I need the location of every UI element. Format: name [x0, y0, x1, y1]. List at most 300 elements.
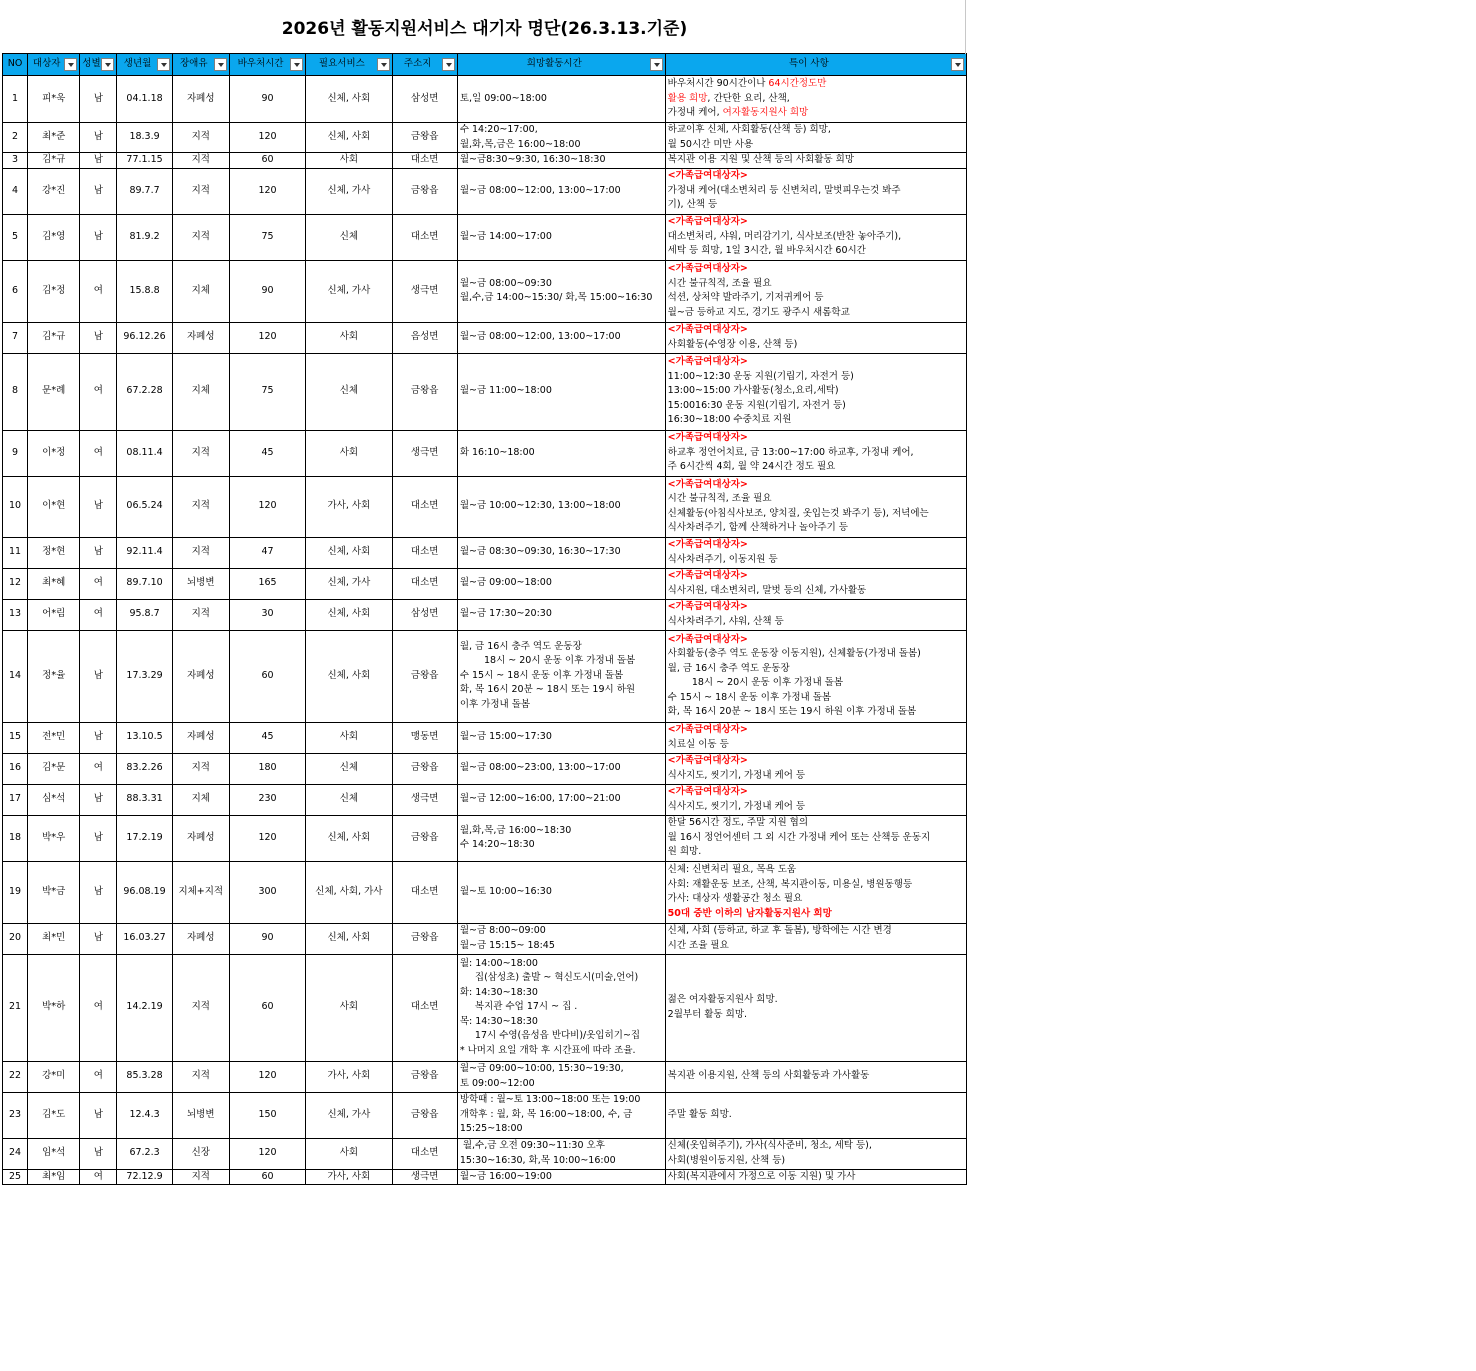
- voucher-hours-cell[interactable]: 60: [229, 630, 305, 722]
- voucher-hours-cell[interactable]: 300: [229, 861, 305, 923]
- voucher-hours-cell[interactable]: 30: [229, 599, 305, 630]
- voucher-hours-cell[interactable]: 60: [229, 153, 305, 169]
- filter-dropdown-icon[interactable]: [214, 58, 227, 71]
- person-name[interactable]: 박*하: [28, 954, 80, 1061]
- sex-cell[interactable]: 여: [80, 753, 117, 784]
- header-label: 바우처시간: [237, 58, 284, 70]
- notes-cell[interactable]: [665, 1138, 966, 1169]
- desired-time-cell[interactable]: 월~금 08:00~12:00, 13:00~17:00: [457, 322, 665, 353]
- sex-cell[interactable]: 남: [80, 168, 117, 214]
- sex-cell[interactable]: 남: [80, 722, 117, 753]
- desired-time-cell[interactable]: 월,수,금 오전 09:30~11:30 오후 15:30~16:30, 화,목 10:00~16:00: [457, 1138, 665, 1169]
- service-cell[interactable]: 신체, 사회: [306, 923, 392, 954]
- note-text: 기), 산책 등: [667, 199, 718, 211]
- birth-cell[interactable]: 15.8.8: [117, 260, 172, 322]
- voucher-hours-cell[interactable]: 150: [229, 1092, 305, 1138]
- sex-cell[interactable]: 남: [80, 322, 117, 353]
- disability-cell[interactable]: 신장: [172, 1138, 229, 1169]
- sex-cell[interactable]: 남: [80, 153, 117, 169]
- address-cell[interactable]: 생극면: [392, 430, 457, 476]
- notes-line: [668, 662, 964, 677]
- birth-cell[interactable]: 16.03.27: [117, 923, 172, 954]
- disability-cell[interactable]: 자폐성: [172, 815, 229, 861]
- highlighted-note-text: <가족급여대상자>: [667, 570, 748, 581]
- notes-line: [668, 399, 964, 414]
- notes-line: [668, 169, 964, 184]
- filter-dropdown-icon[interactable]: [64, 58, 77, 71]
- row-number[interactable]: 18: [3, 815, 28, 861]
- birth-cell[interactable]: 04.1.18: [117, 76, 172, 123]
- voucher-hours-cell[interactable]: 45: [229, 722, 305, 753]
- service-cell[interactable]: 신체, 가사: [306, 568, 392, 599]
- row-number[interactable]: 12: [3, 568, 28, 599]
- service-cell[interactable]: 신체, 가사: [306, 260, 392, 322]
- sex-cell[interactable]: 남: [80, 784, 117, 815]
- row-number[interactable]: 15: [3, 722, 28, 753]
- birth-cell[interactable]: 17.2.19: [117, 815, 172, 861]
- sex-cell[interactable]: 남: [80, 630, 117, 722]
- notes-line: [668, 738, 964, 753]
- notes-line: [668, 460, 964, 475]
- voucher-hours-cell[interactable]: 120: [229, 815, 305, 861]
- voucher-hours-cell[interactable]: 120: [229, 1061, 305, 1092]
- row-number[interactable]: 21: [3, 954, 28, 1061]
- person-name[interactable]: 정*율: [28, 630, 80, 722]
- address-cell[interactable]: 삼성면: [392, 76, 457, 123]
- notes-cell[interactable]: [665, 568, 966, 599]
- row-number[interactable]: 13: [3, 599, 28, 630]
- desired-time-cell[interactable]: 월, 금 16시 충주 역도 운동장 18시 ~ 20시 운동 이후 가정내 돌봄 수 15시 ~ 18시 운동 이후 가정내 돌봄 화, 목 16시 20분 ~ 18시 또는 19시 하원 이후 가정내 돌봄: [457, 630, 665, 722]
- person-name[interactable]: 강*미: [28, 1061, 80, 1092]
- service-cell[interactable]: 사회: [306, 954, 392, 1061]
- table-row: [3, 168, 967, 214]
- birth-cell[interactable]: 67.2.28: [117, 353, 172, 430]
- voucher-hours-cell[interactable]: 165: [229, 568, 305, 599]
- row-number[interactable]: 25: [3, 1169, 28, 1185]
- header-label: 주소지: [403, 58, 432, 70]
- disability-cell[interactable]: 자폐성: [172, 923, 229, 954]
- row-number[interactable]: 8: [3, 353, 28, 430]
- disability-cell[interactable]: 지적: [172, 1169, 229, 1185]
- row-number[interactable]: 4: [3, 168, 28, 214]
- address-cell[interactable]: 금왕읍: [392, 815, 457, 861]
- sex-cell[interactable]: 남: [80, 815, 117, 861]
- note-text: 세탁 등 희망, 1일 3시간, 월 바우처시간 60시간: [667, 245, 866, 257]
- filter-dropdown-icon[interactable]: [101, 58, 114, 71]
- service-cell[interactable]: 신체, 사회: [306, 599, 392, 630]
- voucher-hours-cell[interactable]: 230: [229, 784, 305, 815]
- row-number[interactable]: 1: [3, 76, 28, 123]
- notes-cell[interactable]: [665, 815, 966, 861]
- sex-cell[interactable]: 여: [80, 954, 117, 1061]
- notes-cell[interactable]: [665, 954, 966, 1061]
- table-row: [3, 954, 967, 1061]
- filter-dropdown-icon[interactable]: [377, 58, 390, 71]
- filter-dropdown-icon[interactable]: [290, 58, 303, 71]
- person-name[interactable]: 임*석: [28, 1138, 80, 1169]
- address-cell[interactable]: 금왕읍: [392, 923, 457, 954]
- filter-dropdown-icon[interactable]: [442, 58, 455, 71]
- address-cell[interactable]: 금왕읍: [392, 753, 457, 784]
- note-text: 식사지도, 씻기기, 가정내 케어 등: [667, 769, 806, 781]
- address-cell[interactable]: 금왕읍: [392, 630, 457, 722]
- person-name[interactable]: 최*혜: [28, 568, 80, 599]
- person-name[interactable]: 정*현: [28, 537, 80, 568]
- person-name[interactable]: 이*정: [28, 430, 80, 476]
- highlighted-note-text: 여자활동지원사 희망: [722, 107, 809, 119]
- notes-cell[interactable]: [665, 753, 966, 784]
- birth-cell[interactable]: 81.9.2: [117, 214, 172, 260]
- birth-cell[interactable]: 92.11.4: [117, 537, 172, 568]
- service-cell[interactable]: 신체: [306, 753, 392, 784]
- desired-time-cell[interactable]: 수 14:20~17:00, 월,화,목,금은 16:00~18:00: [457, 123, 665, 153]
- address-cell[interactable]: 대소면: [392, 568, 457, 599]
- desired-time-cell[interactable]: 월~금 17:30~20:30: [457, 599, 665, 630]
- desired-time-cell[interactable]: 토,일 09:00~18:00: [457, 76, 665, 123]
- birth-cell[interactable]: 67.2.3: [117, 1138, 172, 1169]
- table-row: [3, 353, 967, 430]
- service-cell[interactable]: 신체, 사회: [306, 537, 392, 568]
- address-cell[interactable]: 금왕읍: [392, 353, 457, 430]
- address-cell[interactable]: 대소면: [392, 1138, 457, 1169]
- birth-cell[interactable]: 77.1.15: [117, 153, 172, 169]
- disability-cell[interactable]: 지적: [172, 954, 229, 1061]
- birth-cell[interactable]: 85.3.28: [117, 1061, 172, 1092]
- birth-cell[interactable]: 89.7.7: [117, 168, 172, 214]
- sex-cell[interactable]: 여: [80, 260, 117, 322]
- table-row: [3, 153, 967, 169]
- sex-cell[interactable]: 남: [80, 537, 117, 568]
- person-name[interactable]: 김*정: [28, 260, 80, 322]
- table-row: [3, 476, 967, 537]
- desired-time-cell[interactable]: 월~금 09:00~18:00: [457, 568, 665, 599]
- disability-cell[interactable]: 자폐성: [172, 630, 229, 722]
- voucher-hours-cell[interactable]: 75: [229, 214, 305, 260]
- voucher-hours-cell[interactable]: 90: [229, 923, 305, 954]
- notes-cell[interactable]: [665, 214, 966, 260]
- sex-cell[interactable]: 여: [80, 1169, 117, 1185]
- row-number[interactable]: 22: [3, 1061, 28, 1092]
- note-text: 석션, 상처약 발라주기, 기저귀케어 등: [667, 292, 824, 303]
- row-number[interactable]: 6: [3, 260, 28, 322]
- desired-time-cell[interactable]: 월~금 08:30~09:30, 16:30~17:30: [457, 537, 665, 568]
- disability-cell[interactable]: 지적: [172, 168, 229, 214]
- notes-cell[interactable]: [665, 430, 966, 476]
- desired-time-cell[interactable]: 월~토 10:00~16:30: [457, 861, 665, 923]
- notes-cell[interactable]: [665, 630, 966, 722]
- notes-cell[interactable]: [665, 353, 966, 430]
- row-number[interactable]: 7: [3, 322, 28, 353]
- address-cell[interactable]: 대소면: [392, 214, 457, 260]
- service-cell[interactable]: 신체, 가사: [306, 168, 392, 214]
- row-number[interactable]: 2: [3, 123, 28, 153]
- disability-cell[interactable]: 지적: [172, 153, 229, 169]
- address-cell[interactable]: 음성면: [392, 322, 457, 353]
- birth-cell[interactable]: 88.3.31: [117, 784, 172, 815]
- notes-line: [668, 123, 964, 138]
- voucher-hours-cell[interactable]: 120: [229, 168, 305, 214]
- service-cell[interactable]: 가사, 사회: [306, 476, 392, 537]
- row-number[interactable]: 19: [3, 861, 28, 923]
- row-number[interactable]: 24: [3, 1138, 28, 1169]
- address-cell[interactable]: 생극면: [392, 1169, 457, 1185]
- voucher-hours-cell[interactable]: 180: [229, 753, 305, 784]
- disability-cell[interactable]: 지적: [172, 214, 229, 260]
- desired-time-cell[interactable]: 월~금8:30~9:30, 16:30~18:30: [457, 153, 665, 169]
- disability-cell[interactable]: 지체: [172, 260, 229, 322]
- address-cell[interactable]: 대소면: [392, 476, 457, 537]
- notes-line: [668, 384, 964, 399]
- voucher-hours-cell[interactable]: 120: [229, 322, 305, 353]
- service-cell[interactable]: 가사, 사회: [306, 1061, 392, 1092]
- sex-cell[interactable]: 남: [80, 214, 117, 260]
- notes-cell[interactable]: [665, 722, 966, 753]
- voucher-hours-cell[interactable]: 90: [229, 260, 305, 322]
- spreadsheet: [2, 0, 967, 1182]
- highlighted-note-text: <가족급여대상자>: [667, 786, 748, 797]
- desired-time-cell[interactable]: 월~금 16:00~19:00: [457, 1169, 665, 1185]
- row-number[interactable]: 9: [3, 430, 28, 476]
- disability-cell[interactable]: 자폐성: [172, 322, 229, 353]
- birth-cell[interactable]: 83.2.26: [117, 753, 172, 784]
- voucher-hours-cell[interactable]: 120: [229, 123, 305, 153]
- sex-cell[interactable]: 남: [80, 76, 117, 123]
- birth-cell[interactable]: 96.12.26: [117, 322, 172, 353]
- desired-time-cell[interactable]: 월~금 08:00~09:30 월,수,금 14:00~15:30/ 화,목 15:00~16:30: [457, 260, 665, 322]
- person-name[interactable]: 김*규: [28, 322, 80, 353]
- person-name[interactable]: 박*우: [28, 815, 80, 861]
- disability-cell[interactable]: 지적: [172, 599, 229, 630]
- birth-cell[interactable]: 95.8.7: [117, 599, 172, 630]
- address-cell[interactable]: 금왕읍: [392, 168, 457, 214]
- note-text: 가정내 케어,: [667, 107, 723, 119]
- service-cell[interactable]: 가사, 사회: [306, 1169, 392, 1185]
- person-name[interactable]: 김*규: [28, 153, 80, 169]
- person-name[interactable]: 김*도: [28, 1092, 80, 1138]
- disability-cell[interactable]: 지체: [172, 784, 229, 815]
- desired-time-cell[interactable]: 월~금 09:00~10:00, 15:30~19:30, 토 09:00~12:00: [457, 1061, 665, 1092]
- notes-cell[interactable]: [665, 537, 966, 568]
- sex-cell[interactable]: 여: [80, 430, 117, 476]
- note-text: 시간 조율 필요: [667, 939, 729, 951]
- voucher-hours-cell[interactable]: 120: [229, 476, 305, 537]
- disability-cell[interactable]: 자폐성: [172, 722, 229, 753]
- sex-cell[interactable]: 여: [80, 599, 117, 630]
- birth-cell[interactable]: 08.11.4: [117, 430, 172, 476]
- birth-cell[interactable]: 12.4.3: [117, 1092, 172, 1138]
- notes-cell[interactable]: [665, 599, 966, 630]
- address-cell[interactable]: 대소면: [392, 861, 457, 923]
- note-text: 월 16시 정언어센터 그 외 시간 가정내 케어 또는 산책등 운동지: [667, 831, 931, 843]
- sex-cell[interactable]: 남: [80, 923, 117, 954]
- service-cell[interactable]: 신체: [306, 784, 392, 815]
- address-cell[interactable]: 생극면: [392, 784, 457, 815]
- disability-cell[interactable]: 지적: [172, 537, 229, 568]
- service-cell[interactable]: 신체, 사회: [306, 630, 392, 722]
- desired-time-cell[interactable]: 월~금 11:00~18:00: [457, 353, 665, 430]
- notes-line: [668, 691, 964, 706]
- birth-cell[interactable]: 72.12.9: [117, 1169, 172, 1185]
- row-number[interactable]: 10: [3, 476, 28, 537]
- address-cell[interactable]: 생극면: [392, 260, 457, 322]
- person-name[interactable]: 피*욱: [28, 76, 80, 123]
- desired-time-cell[interactable]: 월,화,목,금 16:00~18:30 수 14:20~18:30: [457, 815, 665, 861]
- notes-cell[interactable]: [665, 476, 966, 537]
- sex-cell[interactable]: 남: [80, 476, 117, 537]
- notes-cell[interactable]: [665, 322, 966, 353]
- disability-cell[interactable]: 지적: [172, 476, 229, 537]
- sex-cell[interactable]: 남: [80, 861, 117, 923]
- service-cell[interactable]: 사회: [306, 722, 392, 753]
- disability-cell[interactable]: 지적: [172, 753, 229, 784]
- address-cell[interactable]: 맹동면: [392, 722, 457, 753]
- row-number[interactable]: 11: [3, 537, 28, 568]
- notes-line: [668, 584, 964, 599]
- disability-cell[interactable]: 뇌병변: [172, 568, 229, 599]
- disability-cell[interactable]: 뇌병변: [172, 1092, 229, 1138]
- service-cell[interactable]: 신체, 가사: [306, 1092, 392, 1138]
- notes-cell[interactable]: [665, 153, 966, 169]
- disability-cell[interactable]: 지적: [172, 123, 229, 153]
- header-voucher: [229, 54, 305, 76]
- notes-cell[interactable]: [665, 168, 966, 214]
- note-text: 사회(병원이동지원, 산책 등): [667, 1154, 786, 1166]
- notes-line: [668, 647, 964, 662]
- desired-time-cell[interactable]: 월: 14:00~18:00 집(삼성초) 출발 ~ 혁신도시(미술,언어) 화: 14:30~18:30 복지관 수업 17시 ~ 집 . 목: 14:30~18:30 17시 수영(음성읍 반다비)/옷입히기~집 * 나머지 요일 개학 후 시간표에 따라 조율.: [457, 954, 665, 1061]
- table-row: [3, 430, 967, 476]
- service-cell[interactable]: 사회: [306, 322, 392, 353]
- disability-cell[interactable]: 자폐성: [172, 76, 229, 123]
- notes-cell[interactable]: [665, 784, 966, 815]
- voucher-hours-cell[interactable]: 45: [229, 430, 305, 476]
- birth-cell[interactable]: 14.2.19: [117, 954, 172, 1061]
- desired-time-cell[interactable]: 월~금 08:00~23:00, 13:00~17:00: [457, 753, 665, 784]
- disability-cell[interactable]: 지체: [172, 353, 229, 430]
- notes-cell[interactable]: [665, 1169, 966, 1185]
- service-cell[interactable]: 사회: [306, 153, 392, 169]
- desired-time-cell[interactable]: 월~금 10:00~12:30, 13:00~18:00: [457, 476, 665, 537]
- birth-cell[interactable]: 06.5.24: [117, 476, 172, 537]
- disability-cell[interactable]: 지적: [172, 430, 229, 476]
- address-cell[interactable]: 대소면: [392, 537, 457, 568]
- voucher-hours-cell[interactable]: 47: [229, 537, 305, 568]
- desired-time-cell[interactable]: 월~금 14:00~17:00: [457, 214, 665, 260]
- desired-time-cell[interactable]: 월~금 15:00~17:30: [457, 722, 665, 753]
- voucher-hours-cell[interactable]: 120: [229, 1138, 305, 1169]
- person-name[interactable]: 이*현: [28, 476, 80, 537]
- birth-cell[interactable]: 96.08.19: [117, 861, 172, 923]
- address-cell[interactable]: 금왕읍: [392, 123, 457, 153]
- notes-cell[interactable]: [665, 923, 966, 954]
- voucher-hours-cell[interactable]: 90: [229, 76, 305, 123]
- sex-cell[interactable]: 여: [80, 1061, 117, 1092]
- row-number[interactable]: 16: [3, 753, 28, 784]
- birth-cell[interactable]: 89.7.10: [117, 568, 172, 599]
- header-birth: [117, 54, 172, 76]
- address-cell[interactable]: 금왕읍: [392, 1092, 457, 1138]
- person-name[interactable]: 심*석: [28, 784, 80, 815]
- birth-cell[interactable]: 13.10.5: [117, 722, 172, 753]
- note-text: 사회(복지관에서 가정으로 이동 지원) 및 가사: [667, 1170, 856, 1182]
- person-name[interactable]: 최*민: [28, 923, 80, 954]
- sex-cell[interactable]: 남: [80, 1092, 117, 1138]
- sex-cell[interactable]: 남: [80, 1138, 117, 1169]
- desired-time-cell[interactable]: 월~금 12:00~16:00, 17:00~21:00: [457, 784, 665, 815]
- service-cell[interactable]: 신체, 사회: [306, 76, 392, 123]
- desired-time-cell[interactable]: 화 16:10~18:00: [457, 430, 665, 476]
- notes-cell[interactable]: [665, 861, 966, 923]
- disability-cell[interactable]: 지체+지적: [172, 861, 229, 923]
- note-text: 하교이후 신체, 사회활동(산책 등) 희망,: [667, 124, 831, 135]
- header-label: 성별: [82, 58, 101, 70]
- person-name[interactable]: 최*임: [28, 1169, 80, 1185]
- desired-time-cell[interactable]: 방학때 : 월~토 13:00~18:00 또는 19:00 개학후 : 월, 화, 목 16:00~18:00, 수, 금 15:25~18:00: [457, 1092, 665, 1138]
- birth-cell[interactable]: 18.3.9: [117, 123, 172, 153]
- address-cell[interactable]: 대소면: [392, 153, 457, 169]
- disability-cell[interactable]: 지적: [172, 1061, 229, 1092]
- notes-line: [668, 370, 964, 385]
- row-number[interactable]: 5: [3, 214, 28, 260]
- row-number[interactable]: 3: [3, 153, 28, 169]
- row-number[interactable]: 17: [3, 784, 28, 815]
- person-name[interactable]: 김*영: [28, 214, 80, 260]
- birth-cell[interactable]: 17.3.29: [117, 630, 172, 722]
- voucher-hours-cell[interactable]: 60: [229, 954, 305, 1061]
- person-name[interactable]: 문*례: [28, 353, 80, 430]
- person-name[interactable]: 최*준: [28, 123, 80, 153]
- notes-cell[interactable]: [665, 76, 966, 123]
- notes-cell[interactable]: [665, 1061, 966, 1092]
- person-name[interactable]: 박*금: [28, 861, 80, 923]
- person-name[interactable]: 김*문: [28, 753, 80, 784]
- notes-cell[interactable]: [665, 123, 966, 153]
- notes-line: [668, 77, 964, 92]
- address-cell[interactable]: 금왕읍: [392, 1061, 457, 1092]
- address-cell[interactable]: 삼성면: [392, 599, 457, 630]
- sex-cell[interactable]: 여: [80, 568, 117, 599]
- notes-cell[interactable]: [665, 1092, 966, 1138]
- highlighted-note-text: <가족급여대상자>: [667, 601, 748, 612]
- filter-dropdown-icon[interactable]: [951, 58, 964, 71]
- sex-cell[interactable]: 남: [80, 123, 117, 153]
- notes-cell[interactable]: [665, 260, 966, 322]
- person-name[interactable]: 전*민: [28, 722, 80, 753]
- service-cell[interactable]: 신체: [306, 353, 392, 430]
- desired-time-cell[interactable]: 월~금 08:00~12:00, 13:00~17:00: [457, 168, 665, 214]
- notes-line: [668, 676, 964, 691]
- service-cell[interactable]: 신체, 사회: [306, 123, 392, 153]
- row-number[interactable]: 20: [3, 923, 28, 954]
- row-number[interactable]: 14: [3, 630, 28, 722]
- desired-time-cell[interactable]: 월~금 8:00~09:00 월~금 15:15~ 18:45: [457, 923, 665, 954]
- voucher-hours-cell[interactable]: 60: [229, 1169, 305, 1185]
- service-cell[interactable]: 신체, 사회: [306, 815, 392, 861]
- header-label: 희망활동시간: [526, 58, 582, 70]
- person-name[interactable]: 어*림: [28, 599, 80, 630]
- notes-line: [668, 338, 964, 353]
- service-cell[interactable]: 신체, 사회, 가사: [306, 861, 392, 923]
- service-cell[interactable]: 신체: [306, 214, 392, 260]
- service-cell[interactable]: 사회: [306, 430, 392, 476]
- row-number[interactable]: 23: [3, 1092, 28, 1138]
- service-cell[interactable]: 사회: [306, 1138, 392, 1169]
- filter-dropdown-icon[interactable]: [157, 58, 170, 71]
- voucher-hours-cell[interactable]: 75: [229, 353, 305, 430]
- person-name[interactable]: 강*진: [28, 168, 80, 214]
- filter-dropdown-icon[interactable]: [650, 58, 663, 71]
- address-cell[interactable]: 대소면: [392, 954, 457, 1061]
- sex-cell[interactable]: 여: [80, 353, 117, 430]
